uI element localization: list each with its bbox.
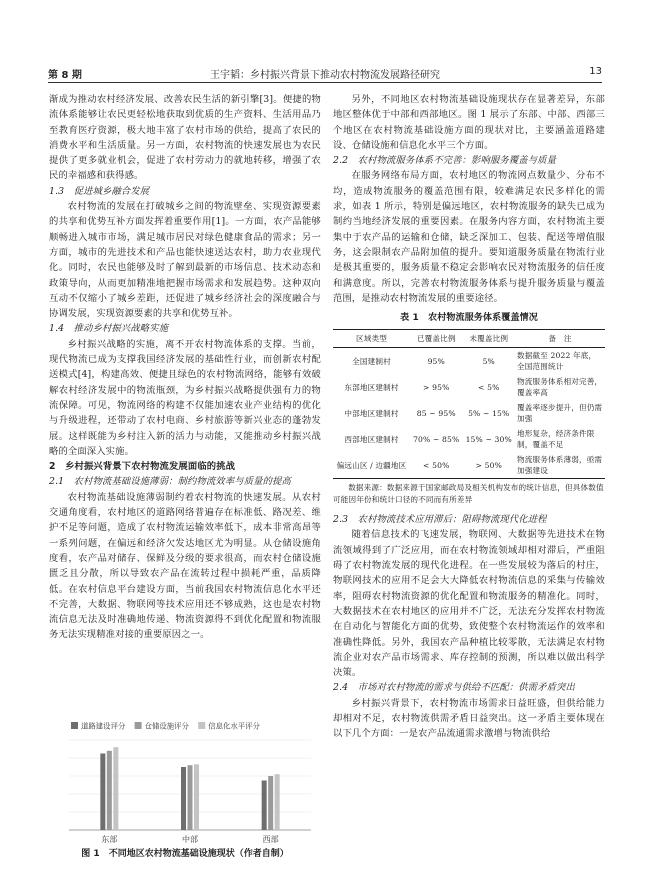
table-cell: > 50%	[462, 452, 515, 479]
table-source-note: 数据来源：数据来源于国家邮政局及相关机构发布的统计信息，但具体数值可能因年份和统计口径的不同而有所差异	[333, 483, 604, 505]
column-header: 区域类型	[333, 330, 410, 348]
table-cell: 中部地区建制村	[344, 408, 399, 418]
x-tick-label: 中部	[182, 835, 198, 844]
paragraph: 随着信息技术的飞速发展，物联网、大数据等先进技术在物流领域得到了广泛应用，而在农村物流领域却相对滞后，严重阻碍了农村物流发展的现代化进程。在一些发展较为落后的村庄，物联网技术的应用不足会大大降低农村物流信息的采集与传输效率，阻碍农村物流资源的优化配置和物流服务的精准化。同时，大数据技术在农村地区的应用并不广泛，无法充分发挥农村物流在自动化与智能化方面的优势，致使整个农村物流运作的效率和准确性降低。另外，我国农产品种植比较零散，无法满足农村物流企业对农产品市场需求、库存控制的预测，所以难以做出科学决策。	[333, 529, 605, 679]
column-header: 已覆盖比例	[410, 330, 462, 348]
bar	[181, 767, 186, 830]
table-row	[333, 348, 605, 375]
bar-chart-svg	[49, 718, 321, 848]
table-cell: 物流服务体系相对完善，覆盖率高	[517, 377, 603, 398]
right-column	[333, 92, 605, 742]
table-cell: 5%	[482, 356, 495, 366]
section-heading-2-1: 2.1 农村物流基础设施薄弱：制约物流效率与质量的提高	[49, 476, 291, 488]
table-header-row	[333, 330, 605, 348]
section-heading-2-2: 2.2 农村物流服务体系不完善：影响服务覆盖与质量	[333, 155, 557, 167]
section-heading-2-3: 2.3 农村物流技术应用滞后：阻碍物流现代化进程	[333, 514, 547, 526]
x-tick-label: 东部	[101, 835, 118, 844]
table-cell: 地形复杂，经济条件限制，覆盖不足	[517, 429, 595, 450]
table-cell: 数据截至 2022 年底，全国范围统计	[517, 351, 597, 372]
table-cell: 覆盖率逐步提升，但仍需加强	[517, 403, 603, 424]
bar	[107, 751, 112, 830]
page-number: 13	[589, 66, 602, 77]
paragraph: 农村物流的发展在打破城乡之间的物流壁垒、实现资源要素的共享和优势互补方面发挥着重要作用[1]。一方面，农产品能够顺畅进入城市市场，满足城市居民对绿色健康食品的需求；另一方面，城市的先进技术和产品也能快速送达农村，助力农业现代化。同时，农民也能够及时了解到最新的市场信息、技术动态和政策导向，从而更加精准地把握市场需求和发展趋势。这种双向互动不仅缩小了城乡差距，还促进了城乡经济社会的深度融合与协调发展，实现资源要素的共享和优势互补。	[49, 201, 321, 320]
bar	[188, 765, 193, 830]
table-cell: 15% ~ 30%	[465, 434, 512, 444]
column-header: 未覆盖比例	[462, 330, 515, 348]
figure-caption: 图 1 不同地区农村物流基础设施现状（作者自制）	[81, 849, 289, 859]
bar	[194, 764, 199, 830]
table-cell: 全国建制村	[352, 356, 391, 366]
legend-label: 道路建设评分	[81, 721, 126, 731]
table-row	[333, 400, 605, 426]
table-cell: 西部地区建制村	[344, 434, 399, 444]
table-cell: 偏远山区 / 边疆地区	[333, 452, 410, 479]
x-tick-label: 西部	[262, 835, 279, 844]
paragraph: 在服务网络布局方面，农村地区的物流网点数量少、分布不均，造成物流服务的覆盖范围有限，较难满足农民多样化的需求，如表 1 所示，特别是偏远地区，农村物流服务的缺失已成为制约当地经济发展的重要因素。在服务内容方面，农村物流主要集中于农产品的运输和仓储，缺乏深加工、包装、配送等增值服务，这会限制农产品附加值的提升。要知道服务质量在物流行业是极其重要的，服务质量不稳定会影响农民对物流服务的信任度和满意度。所以，完善农村物流服务体系与提升服务质量与覆盖范围，是推动农村物流发展的重要途径。	[333, 170, 605, 304]
figure-1-chart	[49, 718, 321, 848]
legend-swatch	[135, 722, 142, 729]
table-cell: > 95%	[423, 382, 450, 392]
paragraph: 乡村振兴背景下，农村物流市场需求日益旺盛，但供给能力却相对不足，农村物流供需矛盾日益突出。这一矛盾主要体现在以下几个方面：一是农产品流通需求激增与物流供给	[333, 697, 605, 740]
section-heading-1-3: 1.3 促进城乡融合发展	[49, 185, 150, 197]
table-caption: 表 1 农村物流服务体系覆盖情况	[400, 313, 538, 324]
coverage-table	[333, 329, 605, 479]
running-header	[48, 64, 602, 83]
table-cell: < 5%	[478, 382, 500, 392]
legend-swatch	[71, 722, 78, 729]
left-column	[49, 92, 321, 643]
bar	[275, 774, 280, 830]
table-cell: 70% ~ 85%	[413, 434, 460, 444]
paragraph: 乡村振兴战略的实施，离不开农村物流体系的支撑。当前，现代物流已成为支撑我国经济发展的基础性行业，而创新农村配送模式[4]，构建高效、便捷且绿色的农村物流网络，能够有效破解农村经济发展中的物流瓶颈，为乡村振兴战略提供强有力的物流保障。可见，物流网络的构建不仅能加速农业产业结构的优化与升级进程，还带动了农村电商、乡村旅游等新兴业态的蓬勃发展。这样既能为乡村注入新的活力与动能，又能推动乡村振兴战略的全面深入实施。	[49, 338, 321, 457]
table-row	[333, 374, 605, 400]
section-heading-2-4: 2.4 市场对农村物流的需求与供给不匹配：供需矛盾突出	[333, 682, 575, 694]
table-cell: 85 ~ 95%	[416, 408, 456, 418]
bar	[262, 781, 267, 831]
legend-swatch	[198, 722, 205, 729]
legend-label: 仓储设施评分	[144, 721, 189, 731]
column-header: 备 注	[515, 330, 605, 348]
issue-label: 第 8 期	[48, 70, 82, 81]
section-heading-2: 2 乡村振兴背景下农村物流发展面临的挑战	[49, 461, 236, 473]
bar	[113, 747, 118, 830]
table-row	[333, 452, 605, 479]
table-cell: 物流服务体系薄弱，亟需加强建设	[515, 452, 605, 479]
paragraph: 另外，不同地区农村物流基础设施现状存在显著差异，东部地区整体优于中部和西部地区。图 1 展示了东部、中部、西部三个地区在农村物流基础设施方面的现状对比，主要涵盖道路建设、仓储设施和信息化水平三个方面。	[333, 94, 605, 151]
bar	[100, 754, 105, 831]
table-cell: < 50%	[410, 452, 462, 479]
legend-label: 信息化水平评分	[208, 721, 260, 731]
table-cell: 5% ~ 15%	[468, 408, 510, 418]
table-row	[333, 426, 605, 452]
bar	[268, 776, 273, 830]
section-heading-1-4: 1.4 推动乡村振兴战略实施	[49, 323, 169, 335]
table-cell: 东部地区建制村	[344, 382, 399, 392]
paragraph: 农村物流基础设施薄弱制约着农村物流的快速发展。从农村交通角度看，农村地区的道路网络普遍存在标准低、路况差、维护不足等问题，造成了农村物流运输效率低下，成本非常高昂等一系列问题，在偏远和经济欠发达地区尤为明显。从仓储设施角度看，农产品对储存、保鲜及分级的要求很高，而农村仓储设施匮乏且分散，所以导致农产品在流转过程中损耗严重，品质降低。在农村信息平台建设方面，当前我国农村物流信息化水平还不完善，大数据、物联网等技术应用还不够成熟，这也是农村物流信息无法及时准确地传递、物流资源得不到优化配置和物流服务无法实现精准对接的重要原因之一。	[49, 491, 321, 641]
table-cell: 95%	[427, 356, 445, 366]
paragraph: 渐成为推动农村经济发展、改善农民生活的新引擎[3]。便捷的物流体系能够让农民更轻松地获取到优质的生产资料、生活用品乃至教育医疗资源，极大地丰富了农村市场的供给，提高了农民的消费水平和生活质量。另一方面，农村物流的快速发展也为农民提供了更多就业机会，促进了农村劳动力的就地转移，增强了农民的幸福感和获得感。	[49, 94, 321, 182]
running-title: 王宇韬：乡村振兴背景下推动农村物流发展路径研究	[210, 70, 440, 81]
